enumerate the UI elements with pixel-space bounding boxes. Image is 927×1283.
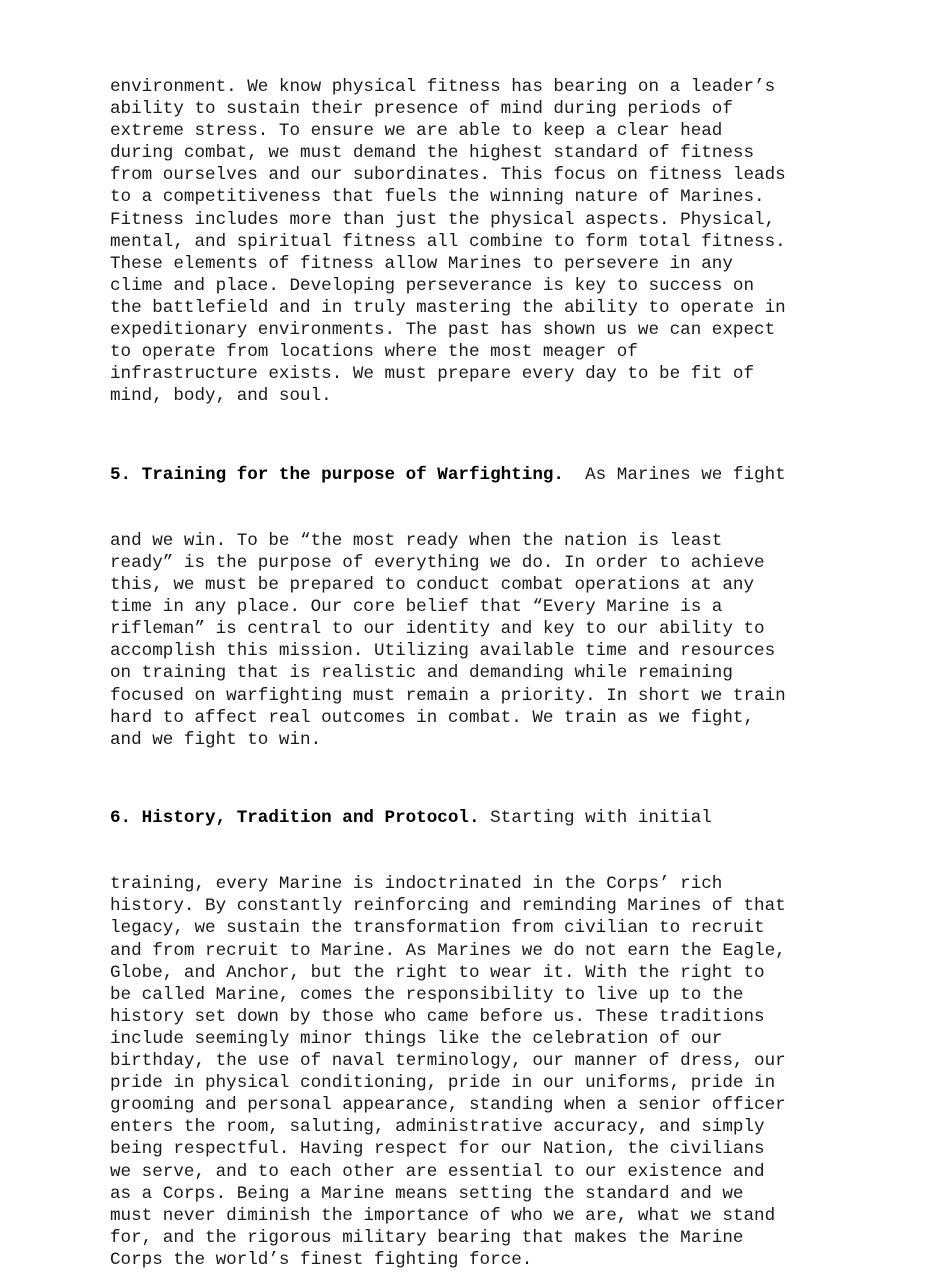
- text-line: accomplish this mission. Utilizing available time and resources: [110, 641, 776, 662]
- text-line: mental, and spiritual fitness all combine to form total fitness.: [110, 231, 786, 252]
- text-line: Globe, and Anchor, but the right to wear it. With the right to: [110, 962, 765, 983]
- text-line: for, and the rigorous military bearing that makes the Marine: [110, 1227, 744, 1248]
- paragraph-history-tradition: [110, 763, 822, 1271]
- text-line: to a competitiveness that fuels the winning nature of Marines.: [110, 187, 765, 208]
- heading-trailing-text: Starting with initial: [479, 808, 712, 828]
- text-line: on training that is realistic and demanding while remaining: [110, 663, 733, 684]
- text-line: rifleman” is central to our identity and key to our ability to: [110, 619, 765, 640]
- text-line: be called Marine, comes the responsibility to live up to the: [110, 984, 744, 1005]
- text-line: from ourselves and our subordinates. This focus on fitness leads: [110, 165, 786, 186]
- text-line: the battlefield and in truly mastering the ability to operate in: [110, 297, 786, 318]
- text-line: and from recruit to Marine. As Marines we do not earn the Eagle,: [110, 940, 786, 961]
- paragraph-first-line: [110, 464, 822, 486]
- text-line: Fitness includes more than just the physical aspects. Physical,: [110, 209, 776, 230]
- text-line: ready” is the purpose of everything we do. In order to achieve: [110, 552, 765, 573]
- text-line: hard to affect real outcomes in combat. We train as we fight,: [110, 707, 755, 728]
- section-heading-6: 6. History, Tradition and Protocol.: [110, 808, 480, 828]
- text-line: enters the room, saluting, administrative accuracy, and simply: [110, 1117, 765, 1138]
- text-line: training, every Marine is indoctrinated in the Corps’ rich: [110, 874, 723, 895]
- text-line: time in any place. Our core belief that “Every Marine is a: [110, 597, 723, 618]
- text-line: to operate from locations where the most meager of: [110, 342, 638, 363]
- text-line: extreme stress. To ensure we are able to keep a clear head: [110, 121, 723, 142]
- paragraph-fitness: [110, 76, 822, 407]
- text-line: we serve, and to each other are essential to our existence and: [110, 1161, 765, 1182]
- text-line: environment. We know physical fitness has bearing on a leader’s: [110, 77, 776, 97]
- text-line: focused on warfighting must remain a priority. In short we train: [110, 685, 786, 706]
- text-line: expeditionary environments. The past has shown us we can expect: [110, 320, 776, 341]
- text-line: Corps the world’s finest fighting force.: [110, 1249, 533, 1270]
- text-line: history. By constantly reinforcing and reminding Marines of that: [110, 896, 786, 917]
- text-line: history set down by those who came before us. These traditions: [110, 1006, 765, 1027]
- text-line: being respectful. Having respect for our Nation, the civilians: [110, 1139, 765, 1160]
- text-line: infrastructure exists. We must prepare every day to be fit of: [110, 364, 755, 385]
- text-line: during combat, we must demand the highest standard of fitness: [110, 143, 755, 164]
- text-line: as a Corps. Being a Marine means setting the standard and we: [110, 1183, 744, 1204]
- heading-trailing-text: As Marines we fight: [564, 464, 786, 485]
- text-line: this, we must be prepared to conduct combat operations at any: [110, 575, 755, 596]
- text-line: grooming and personal appearance, standing when a senior officer: [110, 1095, 786, 1116]
- document-body: [110, 76, 822, 1283]
- text-line: legacy, we sustain the transformation from civilian to recruit: [110, 918, 765, 939]
- text-line: mind, body, and soul.: [110, 386, 332, 407]
- text-line: birthday, the use of naval terminology, our manner of dress, our: [110, 1051, 786, 1072]
- paragraph-first-line: [110, 807, 822, 829]
- text-line: These elements of fitness allow Marines to persevere in any: [110, 253, 733, 274]
- paragraph-training-warfighting: [110, 419, 822, 750]
- text-line: include seemingly minor things like the celebration of our: [110, 1028, 723, 1049]
- text-line: must never diminish the importance of who we are, what we stand: [110, 1205, 776, 1226]
- text-line: clime and place. Developing perseverance is key to success on: [110, 275, 755, 296]
- text-line: and we fight to win.: [110, 729, 322, 750]
- section-heading-5: 5. Training for the purpose of Warfighting.: [110, 464, 564, 485]
- text-line: pride in physical conditioning, pride in our uniforms, pride in: [110, 1073, 776, 1094]
- text-line: ability to sustain their presence of mind during periods of: [110, 99, 733, 120]
- text-line: and we win. To be “the most ready when the nation is least: [110, 530, 723, 551]
